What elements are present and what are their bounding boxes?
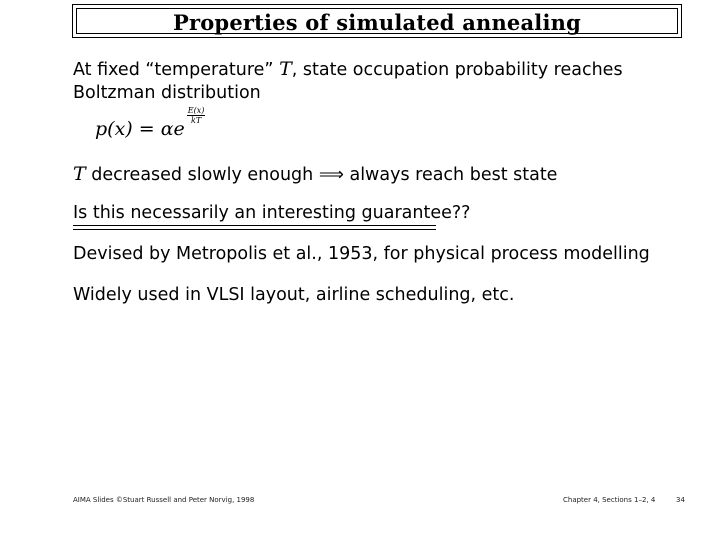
text-line-1 xyxy=(73,58,623,80)
line1-text-b: , state occupation probability reaches xyxy=(291,60,623,80)
footer-copyright: AIMA Slides ©Stuart Russell and Peter Norvig, 1998 xyxy=(73,496,255,504)
line1-math-T: T xyxy=(279,58,292,80)
line3-math-T: T xyxy=(73,163,86,185)
text-line-4 xyxy=(73,203,470,223)
implies-arrow: ⟹ xyxy=(318,165,344,185)
footer-chapter: Chapter 4, Sections 1–2, 4 xyxy=(563,496,656,504)
text-line-2: Boltzman distribution xyxy=(73,83,261,103)
formula-exponent xyxy=(187,106,206,125)
title-frame xyxy=(72,4,682,38)
line4-text-b: ?? xyxy=(451,203,471,223)
line3-text-b: always reach best state xyxy=(343,165,558,185)
text-line-6: Widely used in VLSI layout, airline scheduling, etc. xyxy=(73,285,515,305)
line4-text-a: Is this necessarily an interesting guarantee xyxy=(73,203,452,223)
line1-text-a: At fixed “temperature” xyxy=(73,60,280,80)
footer-page-number: 34 xyxy=(676,496,685,504)
formula-lhs: p(x) = αe xyxy=(95,118,185,140)
exponent-numerator: E(x) xyxy=(187,106,205,115)
exponent-denominator: kT xyxy=(190,116,202,125)
line3-text-a: decreased slowly enough xyxy=(85,165,319,185)
double-underline xyxy=(73,225,436,230)
text-line-5: Devised by Metropolis et al., 1953, for physical process modelling xyxy=(73,244,650,264)
boltzmann-formula xyxy=(95,106,205,140)
slide-title: Properties of simulated annealing xyxy=(172,10,582,35)
text-line-3 xyxy=(73,163,557,185)
